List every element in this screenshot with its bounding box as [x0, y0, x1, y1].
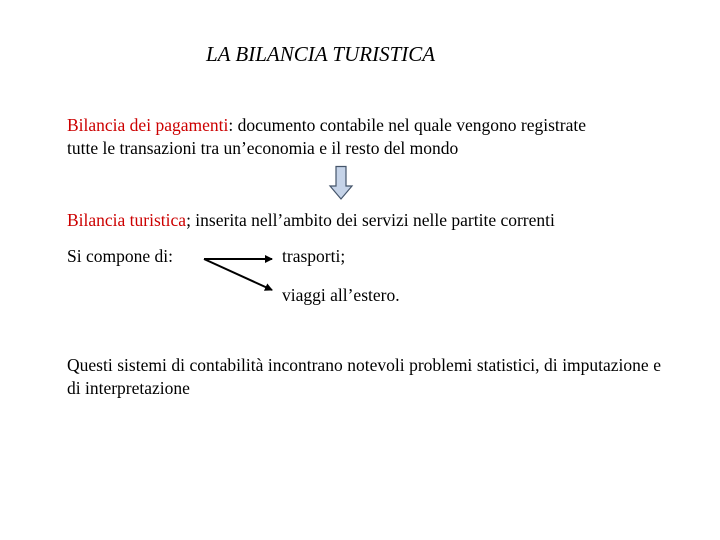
payments-line-1-text: documento contabile nel quale vengono registrate: [237, 115, 586, 135]
composition-label: Si compone di:: [67, 246, 173, 266]
payments-definition: [67, 114, 586, 160]
tourism-text: ; inserita nell’ambito dei servizi nelle partite correnti: [186, 210, 555, 230]
payments-term: Bilancia dei pagamenti: [67, 115, 229, 135]
branch-arrows-icon: [200, 248, 280, 298]
composition-item-travel: viaggi all’estero.: [282, 285, 400, 305]
composition-item-transport: trasporti;: [282, 246, 346, 266]
payments-separator: :: [228, 115, 238, 135]
tourism-term: Bilancia turistica: [67, 210, 187, 230]
page-title: LA BILANCIA TURISTICA: [206, 42, 436, 66]
closing-note: Questi sistemi di contabilità incontrano notevoli problemi statistici, di imputazione e di interpretazione: [67, 355, 661, 398]
down-arrow-icon: [329, 166, 353, 200]
tourism-definition: [67, 209, 555, 232]
payments-line-1: [67, 114, 586, 137]
payments-line-2: tutte le transazioni tra un’economia e il resto del mondo: [67, 138, 459, 158]
